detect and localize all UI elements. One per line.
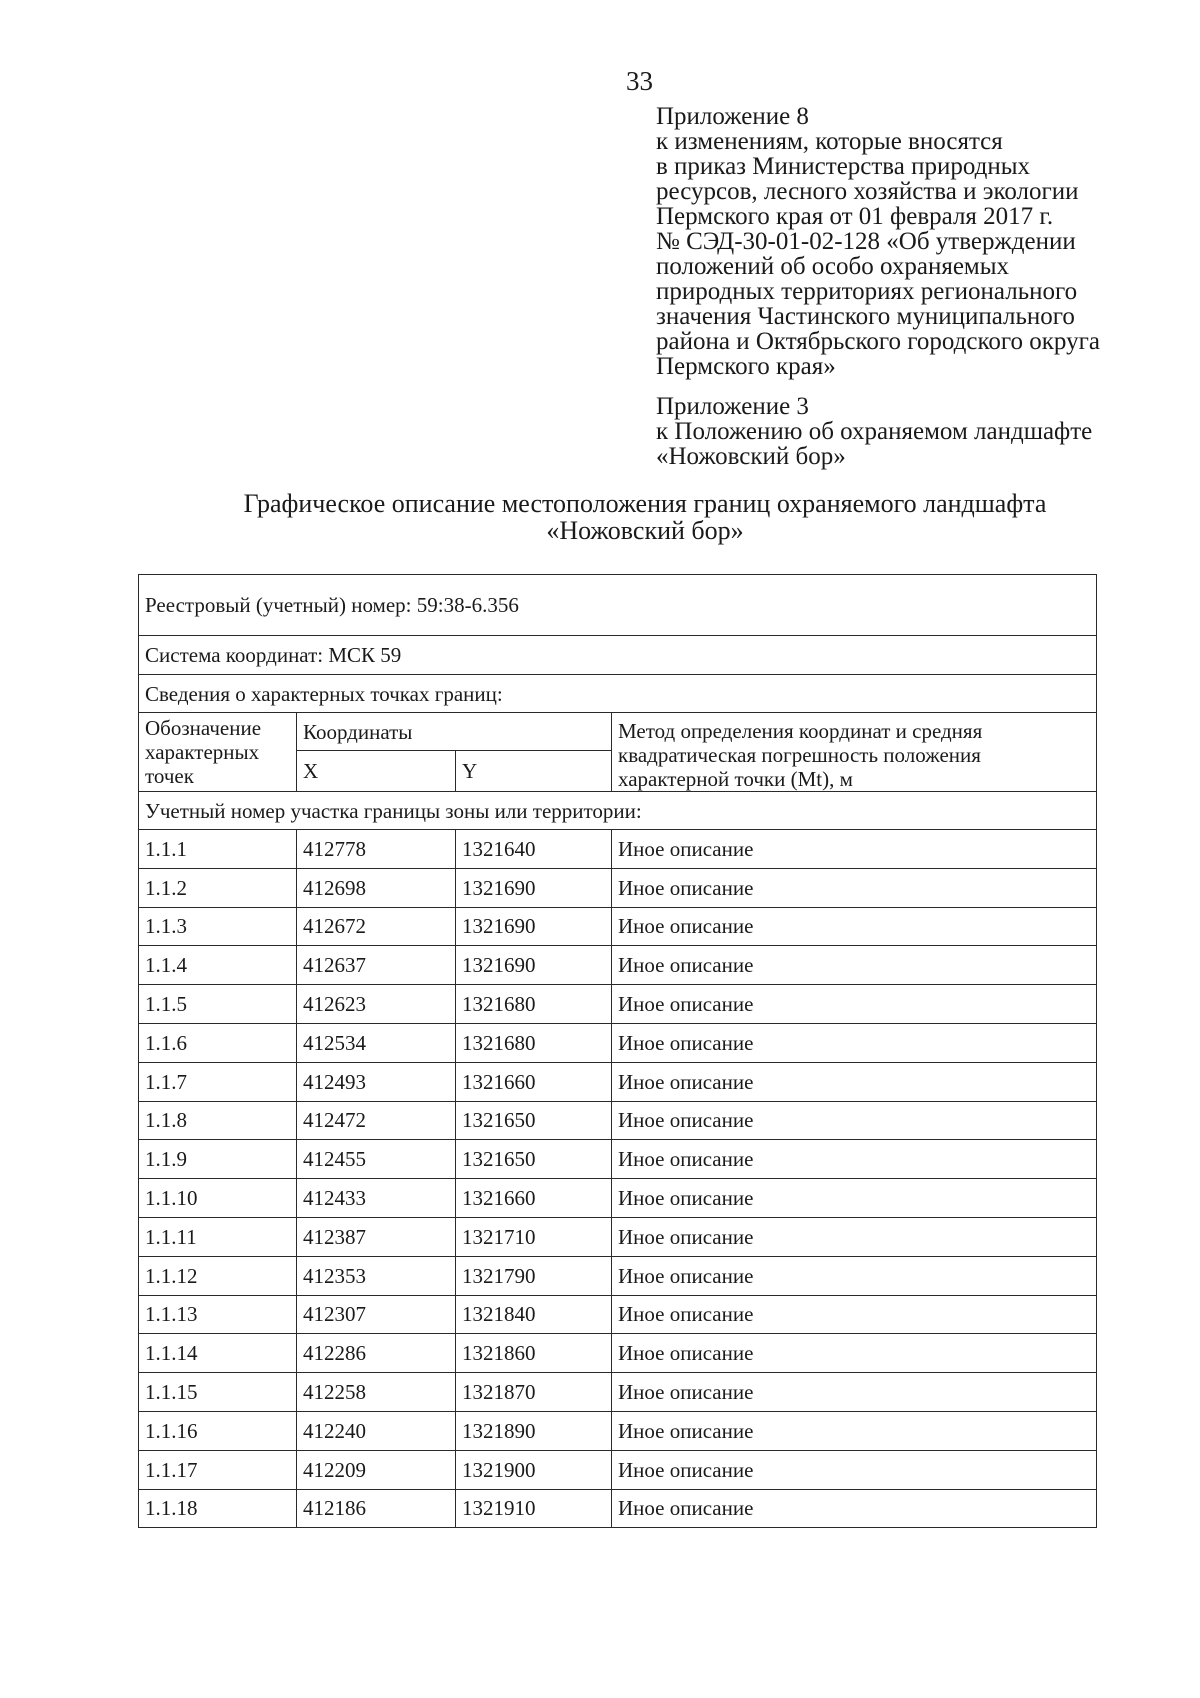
y-cell: 1321690 bbox=[456, 946, 612, 985]
method-cell: Иное описание bbox=[612, 1334, 1097, 1373]
point-cell: 1.1.10 bbox=[139, 1179, 297, 1218]
x-cell: 412353 bbox=[297, 1256, 456, 1295]
y-cell: 1321650 bbox=[456, 1101, 612, 1140]
x-cell: 412623 bbox=[297, 985, 456, 1024]
point-cell: 1.1.18 bbox=[139, 1489, 297, 1528]
table-row bbox=[139, 1295, 1097, 1334]
method-cell: Иное описание bbox=[612, 868, 1097, 907]
method-cell: Иное описание bbox=[612, 1101, 1097, 1140]
x-cell: 412472 bbox=[297, 1101, 456, 1140]
annex-line: ресурсов, лесного хозяйства и экологии bbox=[656, 178, 1079, 205]
x-cell: 412637 bbox=[297, 946, 456, 985]
point-cell: 1.1.17 bbox=[139, 1450, 297, 1489]
document-title bbox=[130, 490, 1160, 544]
method-cell: Иное описание bbox=[612, 1217, 1097, 1256]
method-cell: Иное описание bbox=[612, 985, 1097, 1024]
y-cell: 1321860 bbox=[456, 1334, 612, 1373]
table-row bbox=[139, 1334, 1097, 1373]
annex-line: значения Частинского муниципального bbox=[656, 303, 1075, 330]
point-cell: 1.1.2 bbox=[139, 868, 297, 907]
accounting-row bbox=[139, 792, 1097, 830]
method-cell: Иное описание bbox=[612, 1256, 1097, 1295]
annex-line: Пермского края» bbox=[656, 353, 836, 380]
table-row bbox=[139, 985, 1097, 1024]
y-cell: 1321680 bbox=[456, 985, 612, 1024]
y-cell: 1321790 bbox=[456, 1256, 612, 1295]
method-cell: Иное описание bbox=[612, 1023, 1097, 1062]
x-cell: 412534 bbox=[297, 1023, 456, 1062]
y-cell: 1321640 bbox=[456, 830, 612, 869]
y-cell: 1321890 bbox=[456, 1411, 612, 1450]
method-cell: Иное описание bbox=[612, 1373, 1097, 1412]
registry-number: Реестровый (учетный) номер: 59:38-6.356 bbox=[139, 575, 1097, 636]
method-cell: Иное описание bbox=[612, 1295, 1097, 1334]
points-info-row bbox=[139, 675, 1097, 713]
header-method: Метод определения координат и средняя квадратическая погрешность положения характерной точки (Mt), м bbox=[612, 713, 1097, 792]
point-cell: 1.1.1 bbox=[139, 830, 297, 869]
annex-line: положений об особо охраняемых bbox=[656, 253, 1010, 280]
point-cell: 1.1.14 bbox=[139, 1334, 297, 1373]
annex-line: Пермского края от 01 февраля 2017 г. bbox=[656, 203, 1054, 230]
point-cell: 1.1.12 bbox=[139, 1256, 297, 1295]
y-cell: 1321900 bbox=[456, 1450, 612, 1489]
table-row bbox=[139, 830, 1097, 869]
header-x: X bbox=[297, 751, 456, 792]
table-row bbox=[139, 1101, 1097, 1140]
registry-row bbox=[139, 575, 1097, 636]
accounting-number: Учетный номер участка границы зоны или территории: bbox=[139, 792, 1097, 830]
method-cell: Иное описание bbox=[612, 946, 1097, 985]
table-row bbox=[139, 1140, 1097, 1179]
annex-line: в приказ Министерства природных bbox=[656, 153, 1031, 180]
annex-3-heading bbox=[656, 394, 1092, 469]
header-coordinates: Координаты bbox=[297, 713, 612, 751]
y-cell: 1321660 bbox=[456, 1179, 612, 1218]
x-cell: 412778 bbox=[297, 830, 456, 869]
y-cell: 1321710 bbox=[456, 1217, 612, 1256]
x-cell: 412209 bbox=[297, 1450, 456, 1489]
y-cell: 1321840 bbox=[456, 1295, 612, 1334]
point-cell: 1.1.13 bbox=[139, 1295, 297, 1334]
x-cell: 412307 bbox=[297, 1295, 456, 1334]
point-cell: 1.1.8 bbox=[139, 1101, 297, 1140]
annex-8-heading bbox=[656, 104, 1100, 379]
x-cell: 412493 bbox=[297, 1062, 456, 1101]
y-cell: 1321680 bbox=[456, 1023, 612, 1062]
x-cell: 412387 bbox=[297, 1217, 456, 1256]
point-cell: 1.1.15 bbox=[139, 1373, 297, 1412]
method-cell: Иное описание bbox=[612, 1411, 1097, 1450]
point-cell: 1.1.5 bbox=[139, 985, 297, 1024]
table-row bbox=[139, 1256, 1097, 1295]
table-row bbox=[139, 1023, 1097, 1062]
point-cell: 1.1.3 bbox=[139, 907, 297, 946]
title-line-2: «Ножовский бор» bbox=[546, 516, 744, 545]
x-cell: 412672 bbox=[297, 907, 456, 946]
point-cell: 1.1.9 bbox=[139, 1140, 297, 1179]
point-cell: 1.1.16 bbox=[139, 1411, 297, 1450]
table-row bbox=[139, 1217, 1097, 1256]
x-cell: 412698 bbox=[297, 868, 456, 907]
y-cell: 1321870 bbox=[456, 1373, 612, 1412]
table-row bbox=[139, 1179, 1097, 1218]
point-cell: 1.1.4 bbox=[139, 946, 297, 985]
table-row bbox=[139, 1411, 1097, 1450]
method-cell: Иное описание bbox=[612, 1450, 1097, 1489]
y-cell: 1321650 bbox=[456, 1140, 612, 1179]
y-cell: 1321690 bbox=[456, 868, 612, 907]
page-number: 33 bbox=[626, 66, 653, 96]
table-row bbox=[139, 1489, 1097, 1528]
method-cell: Иное описание bbox=[612, 1140, 1097, 1179]
table-row bbox=[139, 1450, 1097, 1489]
y-cell: 1321910 bbox=[456, 1489, 612, 1528]
annex-line: № СЭД-30-01-02-128 «Об утверждении bbox=[656, 228, 1076, 255]
table-row bbox=[139, 1062, 1097, 1101]
annex-line: к Положению об охраняемом ландшафте bbox=[656, 418, 1093, 445]
title-line-1: Графическое описание местоположения границ охраняемого ландшафта bbox=[243, 489, 1047, 518]
annex-line: «Ножовский бор» bbox=[656, 443, 846, 470]
coordinate-system: Система координат: МСК 59 bbox=[139, 636, 1097, 675]
method-cell: Иное описание bbox=[612, 1489, 1097, 1528]
point-cell: 1.1.11 bbox=[139, 1217, 297, 1256]
points-info: Сведения о характерных точках границ: bbox=[139, 675, 1097, 713]
table-row bbox=[139, 868, 1097, 907]
table-row bbox=[139, 1373, 1097, 1412]
annex-line: района и Октябрьского городского округа bbox=[656, 328, 1100, 355]
point-cell: 1.1.7 bbox=[139, 1062, 297, 1101]
annex-line: к изменениям, которые вносятся bbox=[656, 128, 1003, 155]
method-cell: Иное описание bbox=[612, 1179, 1097, 1218]
table-row bbox=[139, 946, 1097, 985]
x-cell: 412455 bbox=[297, 1140, 456, 1179]
y-cell: 1321660 bbox=[456, 1062, 612, 1101]
annex-line: природных территориях регионального bbox=[656, 278, 1078, 305]
x-cell: 412258 bbox=[297, 1373, 456, 1412]
x-cell: 412433 bbox=[297, 1179, 456, 1218]
method-cell: Иное описание bbox=[612, 907, 1097, 946]
table-row bbox=[139, 907, 1097, 946]
annex-line: Приложение 8 bbox=[656, 103, 809, 130]
y-cell: 1321690 bbox=[456, 907, 612, 946]
x-cell: 412186 bbox=[297, 1489, 456, 1528]
header-row-1 bbox=[139, 713, 1097, 751]
annex-line: Приложение 3 bbox=[656, 393, 809, 420]
coordinates-table bbox=[138, 574, 1097, 1528]
x-cell: 412240 bbox=[297, 1411, 456, 1450]
coord-system-row bbox=[139, 636, 1097, 675]
header-point-designation: Обозначение характерных точек bbox=[139, 713, 297, 792]
point-cell: 1.1.6 bbox=[139, 1023, 297, 1062]
header-y: Y bbox=[456, 751, 612, 792]
x-cell: 412286 bbox=[297, 1334, 456, 1373]
method-cell: Иное описание bbox=[612, 830, 1097, 869]
method-cell: Иное описание bbox=[612, 1062, 1097, 1101]
